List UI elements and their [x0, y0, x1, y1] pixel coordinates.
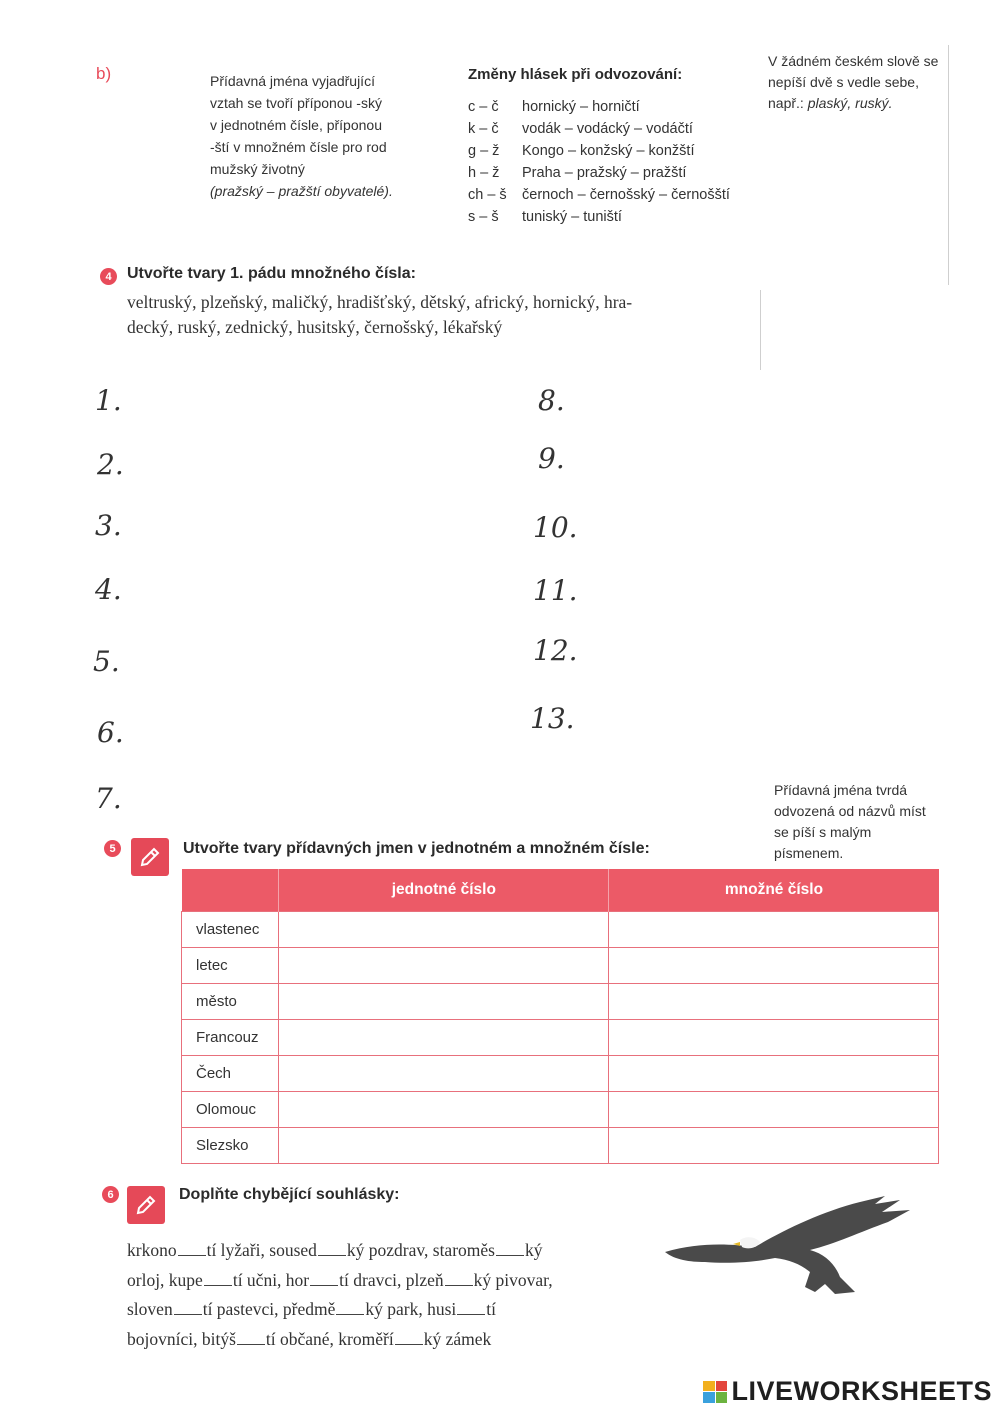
- sound-pair: c – č: [468, 99, 499, 115]
- answer-number-10: 10.: [533, 511, 578, 544]
- answer-number-13: 13.: [530, 702, 575, 735]
- table-header-plural: množné číslo: [609, 869, 939, 912]
- sound-pair: s – š: [468, 209, 499, 225]
- table-header-empty: [182, 869, 279, 912]
- singular-answer-cell[interactable]: [279, 1128, 609, 1164]
- singular-answer-cell[interactable]: [279, 984, 609, 1020]
- table-row: [182, 1056, 939, 1092]
- text-fragment: tí pastevci, předmě: [202, 1299, 336, 1319]
- text-fragment: krkono: [127, 1240, 177, 1260]
- plural-answer-cell[interactable]: [609, 984, 939, 1020]
- table-row: [182, 1092, 939, 1128]
- word-line: decký, ruský, zednický, husitský, černošský, lékařský: [127, 317, 503, 337]
- table-row: [182, 948, 939, 984]
- sound-change-row: [468, 162, 730, 184]
- side-note-top: [768, 51, 948, 114]
- text-fragment: ký pozdrav, staroměs: [346, 1240, 495, 1260]
- answer-number-6: 6.: [97, 716, 124, 749]
- blank-gap[interactable]: [445, 1271, 473, 1286]
- text-fragment: tí: [486, 1299, 497, 1319]
- noun-cell: Čech: [182, 1056, 279, 1092]
- blank-gap[interactable]: [174, 1300, 202, 1315]
- rule-line: v jednotném čísle, příponou: [210, 117, 382, 133]
- sound-changes-title: Změny hlásek při odvozování:: [468, 66, 683, 83]
- sound-change-row: [468, 206, 730, 228]
- table-header-singular: jednotné číslo: [279, 869, 609, 912]
- singular-answer-cell[interactable]: [279, 1056, 609, 1092]
- pencil-icon: [131, 838, 169, 876]
- sound-example: černoch – černošský – černošští: [522, 187, 730, 203]
- answer-number-5: 5.: [93, 645, 120, 678]
- sound-change-row: [468, 184, 730, 206]
- sound-pair: ch – š: [468, 187, 507, 203]
- answer-number-11: 11.: [533, 574, 578, 607]
- answer-number-12: 12.: [533, 634, 578, 667]
- side-note-text: V žádném českém slově se nepíší dvě s vedle sebe, např.:: [768, 53, 939, 111]
- singular-answer-cell[interactable]: [279, 1092, 609, 1128]
- text-fragment: tí občané, kroměří: [265, 1328, 394, 1349]
- sound-changes-list: [468, 96, 730, 228]
- text-fragment: tí lyžaři, soused: [206, 1240, 317, 1260]
- task-4-word-list: [127, 290, 727, 340]
- sound-example: vodák – vodácký – vodáčtí: [522, 121, 693, 137]
- blank-gap[interactable]: [457, 1300, 485, 1315]
- task-5-title: Utvořte tvary přídavných jmen v jednotném a množném čísle:: [183, 840, 650, 857]
- singular-answer-cell[interactable]: [279, 948, 609, 984]
- blank-gap[interactable]: [237, 1330, 265, 1345]
- answer-number-3: 3.: [95, 509, 122, 542]
- task-5-number: 5: [104, 840, 121, 857]
- text-fragment: sloven: [127, 1299, 173, 1319]
- plural-answer-cell[interactable]: [609, 1020, 939, 1056]
- fill-line: [127, 1266, 647, 1296]
- side-note-example: plaský, ruský.: [807, 95, 893, 111]
- answer-number-2: 2.: [97, 448, 124, 481]
- note-divider-top: [948, 45, 949, 285]
- plural-answer-cell[interactable]: [609, 1128, 939, 1164]
- sound-example: Praha – pražský – pražští: [522, 165, 687, 181]
- eagle-illustration: [660, 1192, 920, 1307]
- fill-line: [127, 1325, 647, 1355]
- noun-cell: vlastenec: [182, 912, 279, 948]
- table-row: [182, 1128, 939, 1164]
- noun-cell: letec: [182, 948, 279, 984]
- rule-line: -ští v množném čísle pro rod: [210, 139, 387, 155]
- plural-answer-cell[interactable]: [609, 1092, 939, 1128]
- text-fragment: tí učni, hor: [232, 1269, 310, 1290]
- section-b-rule: [210, 70, 440, 202]
- text-fragment: ký zámek: [423, 1328, 492, 1349]
- table-header-row: [182, 869, 939, 912]
- answer-number-1: 1.: [95, 384, 122, 417]
- text-fragment: ký: [524, 1240, 543, 1260]
- table-row: [182, 984, 939, 1020]
- blank-gap[interactable]: [336, 1300, 364, 1315]
- answer-number-7: 7.: [95, 782, 122, 815]
- plural-answer-cell[interactable]: [609, 912, 939, 948]
- table-row: [182, 912, 939, 948]
- task-6-number: 6: [102, 1186, 119, 1203]
- answer-number-8: 8.: [538, 384, 565, 417]
- section-b-label: b): [96, 64, 112, 83]
- rule-line: mužský životný: [210, 161, 305, 177]
- task-6-title: Doplňte chybějící souhlásky:: [179, 1186, 400, 1203]
- task-4-title: Utvořte tvary 1. pádu množného čísla:: [127, 265, 416, 282]
- rule-example: (pražský – pražští obyvatelé).: [210, 183, 393, 199]
- task-4-number: 4: [100, 268, 117, 285]
- rule-line: Přídavná jména vyjadřující: [210, 73, 375, 89]
- sound-change-row: [468, 118, 730, 140]
- text-fragment: bojovníci, bitýš: [127, 1328, 236, 1349]
- blank-gap[interactable]: [318, 1241, 346, 1256]
- text-fragment: ký pivovar,: [473, 1269, 553, 1290]
- noun-cell: Francouz: [182, 1020, 279, 1056]
- table-row: [182, 1020, 939, 1056]
- noun-cell: Slezsko: [182, 1128, 279, 1164]
- sound-pair: h – ž: [468, 165, 500, 181]
- liveworksheets-icon: [703, 1381, 727, 1403]
- sound-change-row: [468, 140, 730, 162]
- noun-cell: město: [182, 984, 279, 1020]
- sound-example: tuniský – tuniští: [522, 209, 622, 225]
- blank-gap[interactable]: [204, 1271, 232, 1286]
- pencil-icon: [127, 1186, 165, 1224]
- brand-logo: [703, 1376, 992, 1407]
- sound-example: hornický – horničtí: [522, 99, 640, 115]
- blank-gap[interactable]: [395, 1330, 423, 1345]
- noun-cell: Olomouc: [182, 1092, 279, 1128]
- blank-gap[interactable]: [310, 1271, 338, 1286]
- fill-in-text: [127, 1236, 647, 1354]
- singular-answer-cell[interactable]: [279, 912, 609, 948]
- answer-number-9: 9.: [538, 442, 565, 475]
- plural-answer-cell[interactable]: [609, 948, 939, 984]
- answer-number-4: 4.: [95, 573, 122, 606]
- sound-change-row: [468, 96, 730, 118]
- fill-line: [127, 1295, 647, 1325]
- rule-line: vztah se tvoří příponou -ský: [210, 95, 382, 111]
- side-note-middle: Přídavná jména tvrdá odvozená od názvů míst se píší s malým písmenem.: [774, 782, 926, 861]
- adjective-table: [181, 869, 939, 1164]
- sound-example: Kongo – konžský – konžští: [522, 143, 695, 159]
- note-divider-mid: [760, 290, 761, 370]
- text-fragment: ký park, husi: [365, 1299, 457, 1319]
- text-fragment: orloj, kupe: [127, 1269, 203, 1290]
- blank-gap[interactable]: [178, 1241, 206, 1256]
- singular-answer-cell[interactable]: [279, 1020, 609, 1056]
- plural-answer-cell[interactable]: [609, 1056, 939, 1092]
- brand-name: LIVEWORKSHEETS: [731, 1376, 992, 1406]
- text-fragment: tí dravci, plzeň: [339, 1269, 444, 1290]
- sound-pair: g – ž: [468, 143, 500, 159]
- fill-line: [127, 1236, 647, 1266]
- blank-gap[interactable]: [496, 1241, 524, 1256]
- word-line: veltruský, plzeňský, maličký, hradišťský, dětský, africký, hornický, hra-: [127, 292, 633, 312]
- sound-pair: k – č: [468, 121, 499, 137]
